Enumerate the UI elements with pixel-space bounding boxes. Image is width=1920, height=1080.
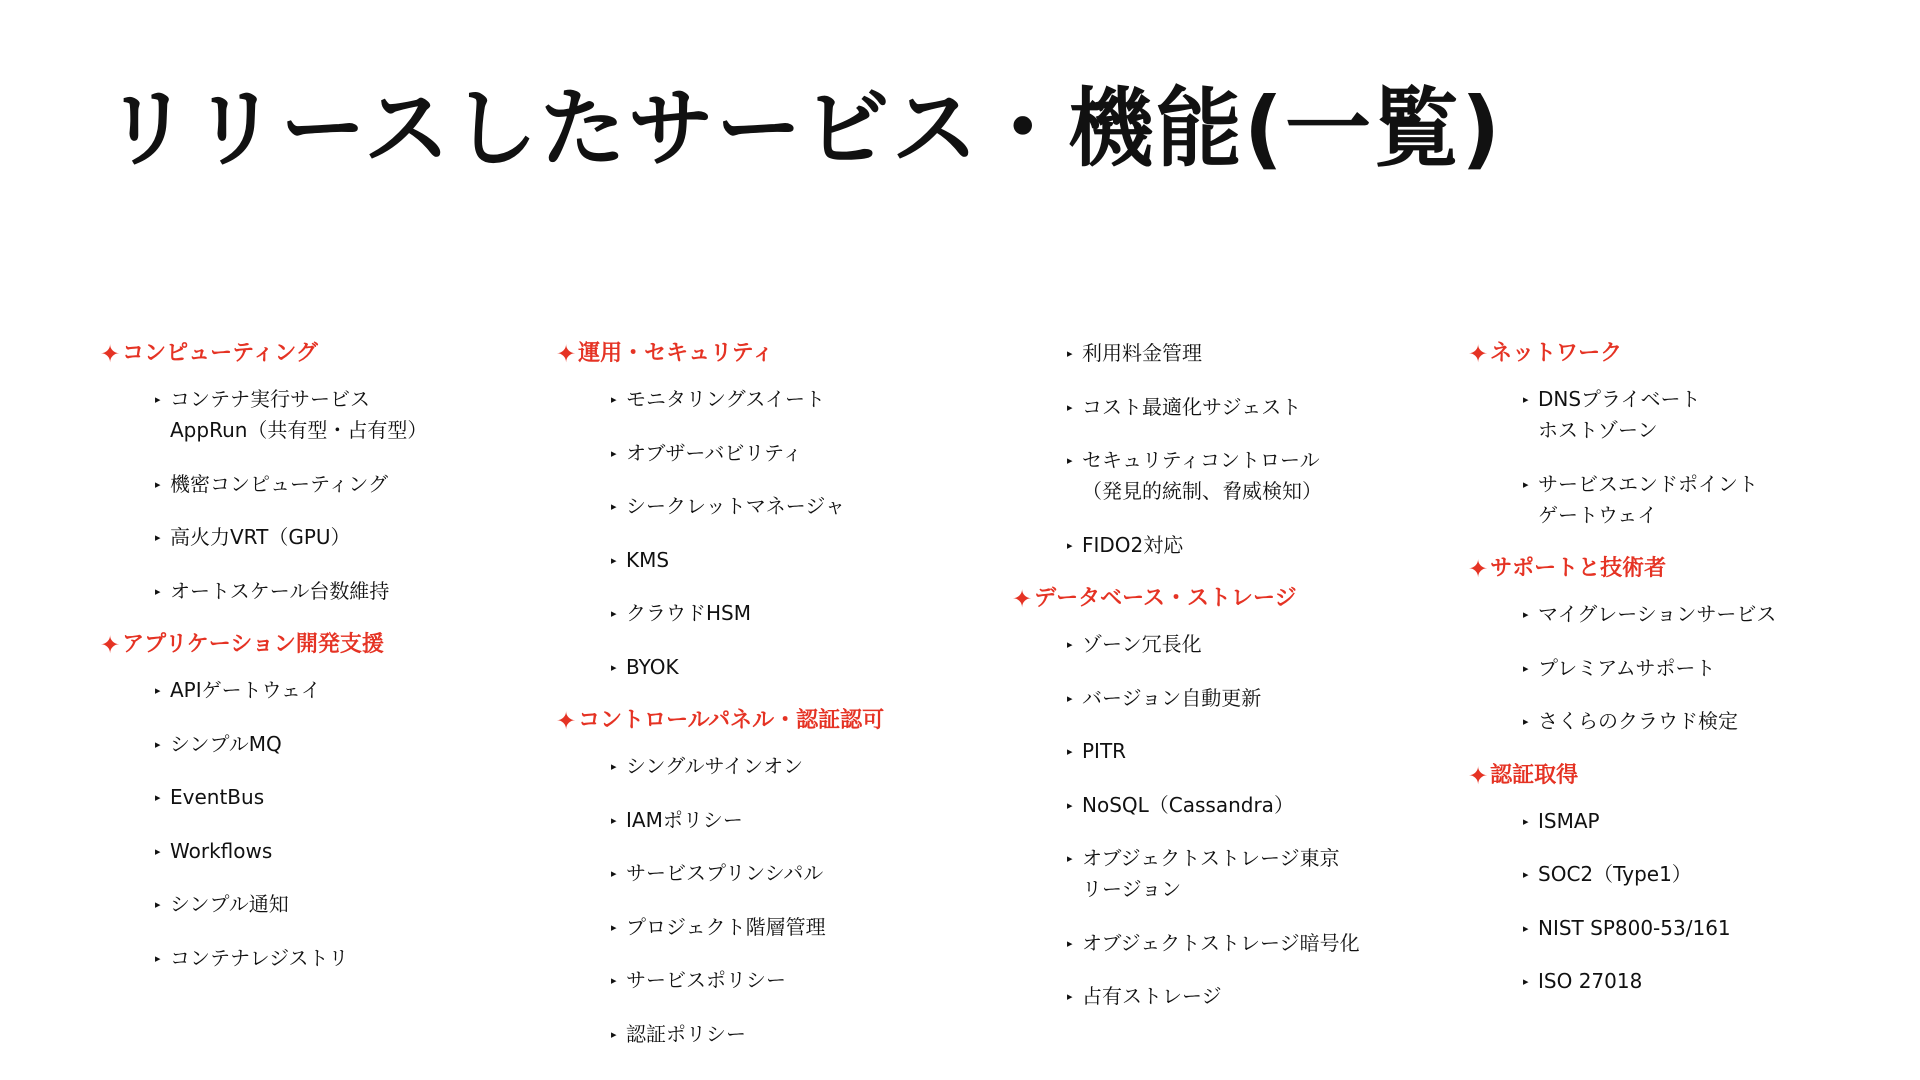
category-heading-label: アプリケーション開発支援 [122,632,384,657]
service-item [556,491,996,522]
triangle-right-icon: ▸ [1067,638,1073,651]
service-item [100,943,540,974]
triangle-right-icon: ▸ [1067,798,1073,812]
service-item [556,1019,996,1050]
service-item-label: バージョン自動更新 [1082,685,1262,710]
triangle-right-icon: ▸ [1067,538,1073,552]
service-item-label: オートスケール台数維持 [170,578,390,603]
service-list [100,675,540,974]
service-list [1012,629,1452,1012]
triangle-right-icon: ▸ [611,974,617,987]
service-list [100,384,540,607]
service-item-label: ホストゾーン [1538,418,1658,442]
category-section [1012,583,1452,1012]
four-point-star-icon: ✦ [556,707,577,735]
service-item-label: セキュリティコントロール [1082,448,1320,472]
service-item-label: クラウドHSM [626,601,751,625]
category-section [100,629,540,974]
category-heading [100,629,540,661]
category-heading-label: コントロールパネル・認証認可 [578,708,885,733]
triangle-right-icon: ▸ [1067,852,1073,865]
service-item-label: PITR [1082,739,1127,763]
four-point-star-icon: ✦ [1012,585,1033,613]
service-item [1468,469,1908,531]
service-item-label: BYOK [626,654,679,679]
service-item-label: EventBus [170,785,265,809]
category-heading-label: データベース・ストレージ [1034,586,1297,611]
service-item [556,652,996,683]
service-item-label: オブジェクトストレージ暗号化 [1082,930,1360,955]
category-section [1012,338,1452,561]
service-item [556,598,996,629]
service-item [556,438,996,469]
triangle-right-icon: ▸ [611,446,617,460]
triangle-right-icon: ▸ [611,1027,617,1041]
service-item [1012,683,1452,714]
service-item-label: NIST SP800-53/161 [1538,915,1731,940]
category-section [1468,338,1908,531]
service-item [556,858,996,889]
category-heading [1468,338,1908,370]
service-item [100,836,540,867]
service-item-label: プロジェクト階層管理 [626,914,826,939]
category-section [556,705,996,1050]
category-section [556,338,996,683]
four-point-star-icon: ✦ [1468,340,1489,368]
service-item-label: 利用料金管理 [1082,341,1202,365]
service-item [1468,384,1908,446]
service-item [1468,706,1908,737]
service-item [1012,338,1452,369]
service-item [1012,629,1452,660]
service-item [1012,530,1452,561]
service-item [1468,966,1908,997]
service-item-label: シンプル通知 [170,892,289,916]
service-list [1012,338,1452,561]
service-item-label: リージョン [1082,877,1182,901]
triangle-right-icon: ▸ [611,867,617,880]
service-item-label: 高火力VRT（GPU） [170,525,351,549]
service-item [100,576,540,607]
service-item-label: サービスエンドポイント [1538,471,1758,496]
triangle-right-icon: ▸ [155,393,161,406]
service-item-label: マイグレーションサービス [1538,602,1777,626]
triangle-right-icon: ▸ [1067,745,1073,758]
service-item [1468,859,1908,890]
service-item-label: コスト最適化サジェスト [1082,394,1302,419]
triangle-right-icon: ▸ [155,531,161,544]
triangle-right-icon: ▸ [155,844,161,858]
service-item [100,782,540,813]
triangle-right-icon: ▸ [1523,393,1529,406]
service-item-label: APIゲートウェイ [170,678,321,702]
triangle-right-icon: ▸ [1523,868,1529,881]
triangle-right-icon: ▸ [155,684,161,697]
service-item-label: 認証ポリシー [626,1021,746,1046]
triangle-right-icon: ▸ [611,760,617,773]
triangle-right-icon: ▸ [1067,691,1073,705]
triangle-right-icon: ▸ [1067,400,1073,414]
service-item-label: さくらのクラウド検定 [1538,709,1738,733]
service-item-label: シークレットマネージャ [626,494,845,518]
category-heading-label: コンピューティング [122,341,318,366]
triangle-right-icon: ▸ [1067,990,1073,1003]
triangle-right-icon: ▸ [1523,921,1529,935]
triangle-right-icon: ▸ [1523,814,1529,828]
service-item [1012,790,1452,821]
service-item-label: Workflows [170,838,273,863]
service-item [1012,928,1452,959]
service-item [1468,913,1908,944]
triangle-right-icon: ▸ [155,898,161,911]
service-item [100,675,540,706]
triangle-right-icon: ▸ [1523,608,1529,621]
category-heading [1012,583,1452,615]
category-heading [556,705,996,737]
service-item [100,889,540,920]
service-item-label: シングルサインオン [626,754,804,778]
triangle-right-icon: ▸ [155,477,161,491]
column-3 [1012,338,1452,1035]
service-item [100,469,540,500]
service-item-label: （発見的統制、脅威検知） [1082,479,1322,503]
category-section [100,338,540,607]
four-point-star-icon: ✦ [1468,761,1489,790]
triangle-right-icon: ▸ [1523,661,1529,675]
column-2 [556,338,996,1072]
triangle-right-icon: ▸ [155,951,161,965]
category-heading [556,338,996,370]
triangle-right-icon: ▸ [155,791,161,804]
service-item-label: コンテナレジストリ [170,945,349,970]
slide-title: リリースしたサービス・機能(一覧) [104,79,1503,179]
service-item [556,965,996,996]
triangle-right-icon: ▸ [155,584,161,598]
triangle-right-icon: ▸ [611,920,617,934]
column-1 [100,338,540,996]
service-item-label: NoSQL（Cassandra） [1082,792,1294,817]
triangle-right-icon: ▸ [155,737,161,751]
service-item-label: コンテナ実行サービス [170,387,370,411]
service-item-label: オブザーバビリティ [626,440,803,465]
category-heading [1468,553,1908,585]
category-heading [100,338,540,370]
triangle-right-icon: ▸ [1523,715,1529,728]
triangle-right-icon: ▸ [1067,454,1073,467]
service-item [1012,445,1452,507]
service-item-label: ゾーン冗長化 [1082,632,1202,656]
triangle-right-icon: ▸ [611,607,617,620]
service-item [100,522,540,553]
category-heading-label: サポートと技術者 [1490,556,1667,581]
service-item [556,912,996,943]
triangle-right-icon: ▸ [1523,975,1529,988]
category-heading-label: ネットワーク [1490,341,1623,366]
service-item-label: オブジェクトストレージ東京 [1082,846,1340,870]
triangle-right-icon: ▸ [611,500,617,513]
service-list [556,751,996,1050]
service-list [1468,806,1908,998]
column-4 [1468,338,1908,1020]
service-item [556,384,996,415]
triangle-right-icon: ▸ [611,813,617,827]
service-item [556,545,996,576]
service-item [556,805,996,836]
four-point-star-icon: ✦ [1468,555,1489,583]
four-point-star-icon: ✦ [556,340,577,368]
service-item [100,384,540,446]
service-item-label: DNSプライベート [1538,387,1701,411]
service-item [1012,981,1452,1012]
service-item [100,729,540,760]
service-list [1468,599,1908,737]
service-item-label: AppRun（共有型・占有型） [170,418,428,442]
category-heading-label: 認証取得 [1490,762,1579,788]
triangle-right-icon: ▸ [611,660,617,674]
category-heading [1468,760,1908,792]
service-item-label: サービスプリンシパル [626,861,824,885]
service-list [556,384,996,683]
triangle-right-icon: ▸ [1067,936,1073,950]
service-item-label: IAMポリシー [626,807,743,832]
service-item-label: ISMAP [1538,808,1600,833]
category-section [1468,760,1908,998]
category-heading-label: 運用・セキュリティ [578,341,774,366]
service-item-label: ISO 27018 [1538,969,1643,993]
service-item [1012,843,1452,905]
four-point-star-icon: ✦ [100,631,121,659]
service-item-label: サービスポリシー [626,968,786,992]
four-point-star-icon: ✦ [100,340,121,368]
triangle-right-icon: ▸ [1067,347,1073,360]
service-item [556,751,996,782]
service-list [1468,384,1908,531]
service-item-label: シンプルMQ [170,731,282,756]
service-item [1012,736,1452,767]
service-item [1012,392,1452,423]
triangle-right-icon: ▸ [611,553,617,567]
service-item-label: 占有ストレージ [1082,984,1222,1008]
service-item-label: 機密コンピューティング [170,471,388,496]
category-section [1468,553,1908,737]
service-item [1468,653,1908,684]
service-item-label: プレミアムサポート [1538,655,1716,680]
service-item-label: FIDO2対応 [1082,532,1184,557]
triangle-right-icon: ▸ [611,393,617,406]
service-item-label: ゲートウェイ [1538,502,1658,527]
service-item-label: KMS [626,547,670,572]
service-item [1468,806,1908,837]
triangle-right-icon: ▸ [1523,477,1529,491]
service-item [1468,599,1908,630]
service-item-label: モニタリングスイート [626,387,825,411]
service-item-label: SOC2（Type1） [1538,862,1692,886]
